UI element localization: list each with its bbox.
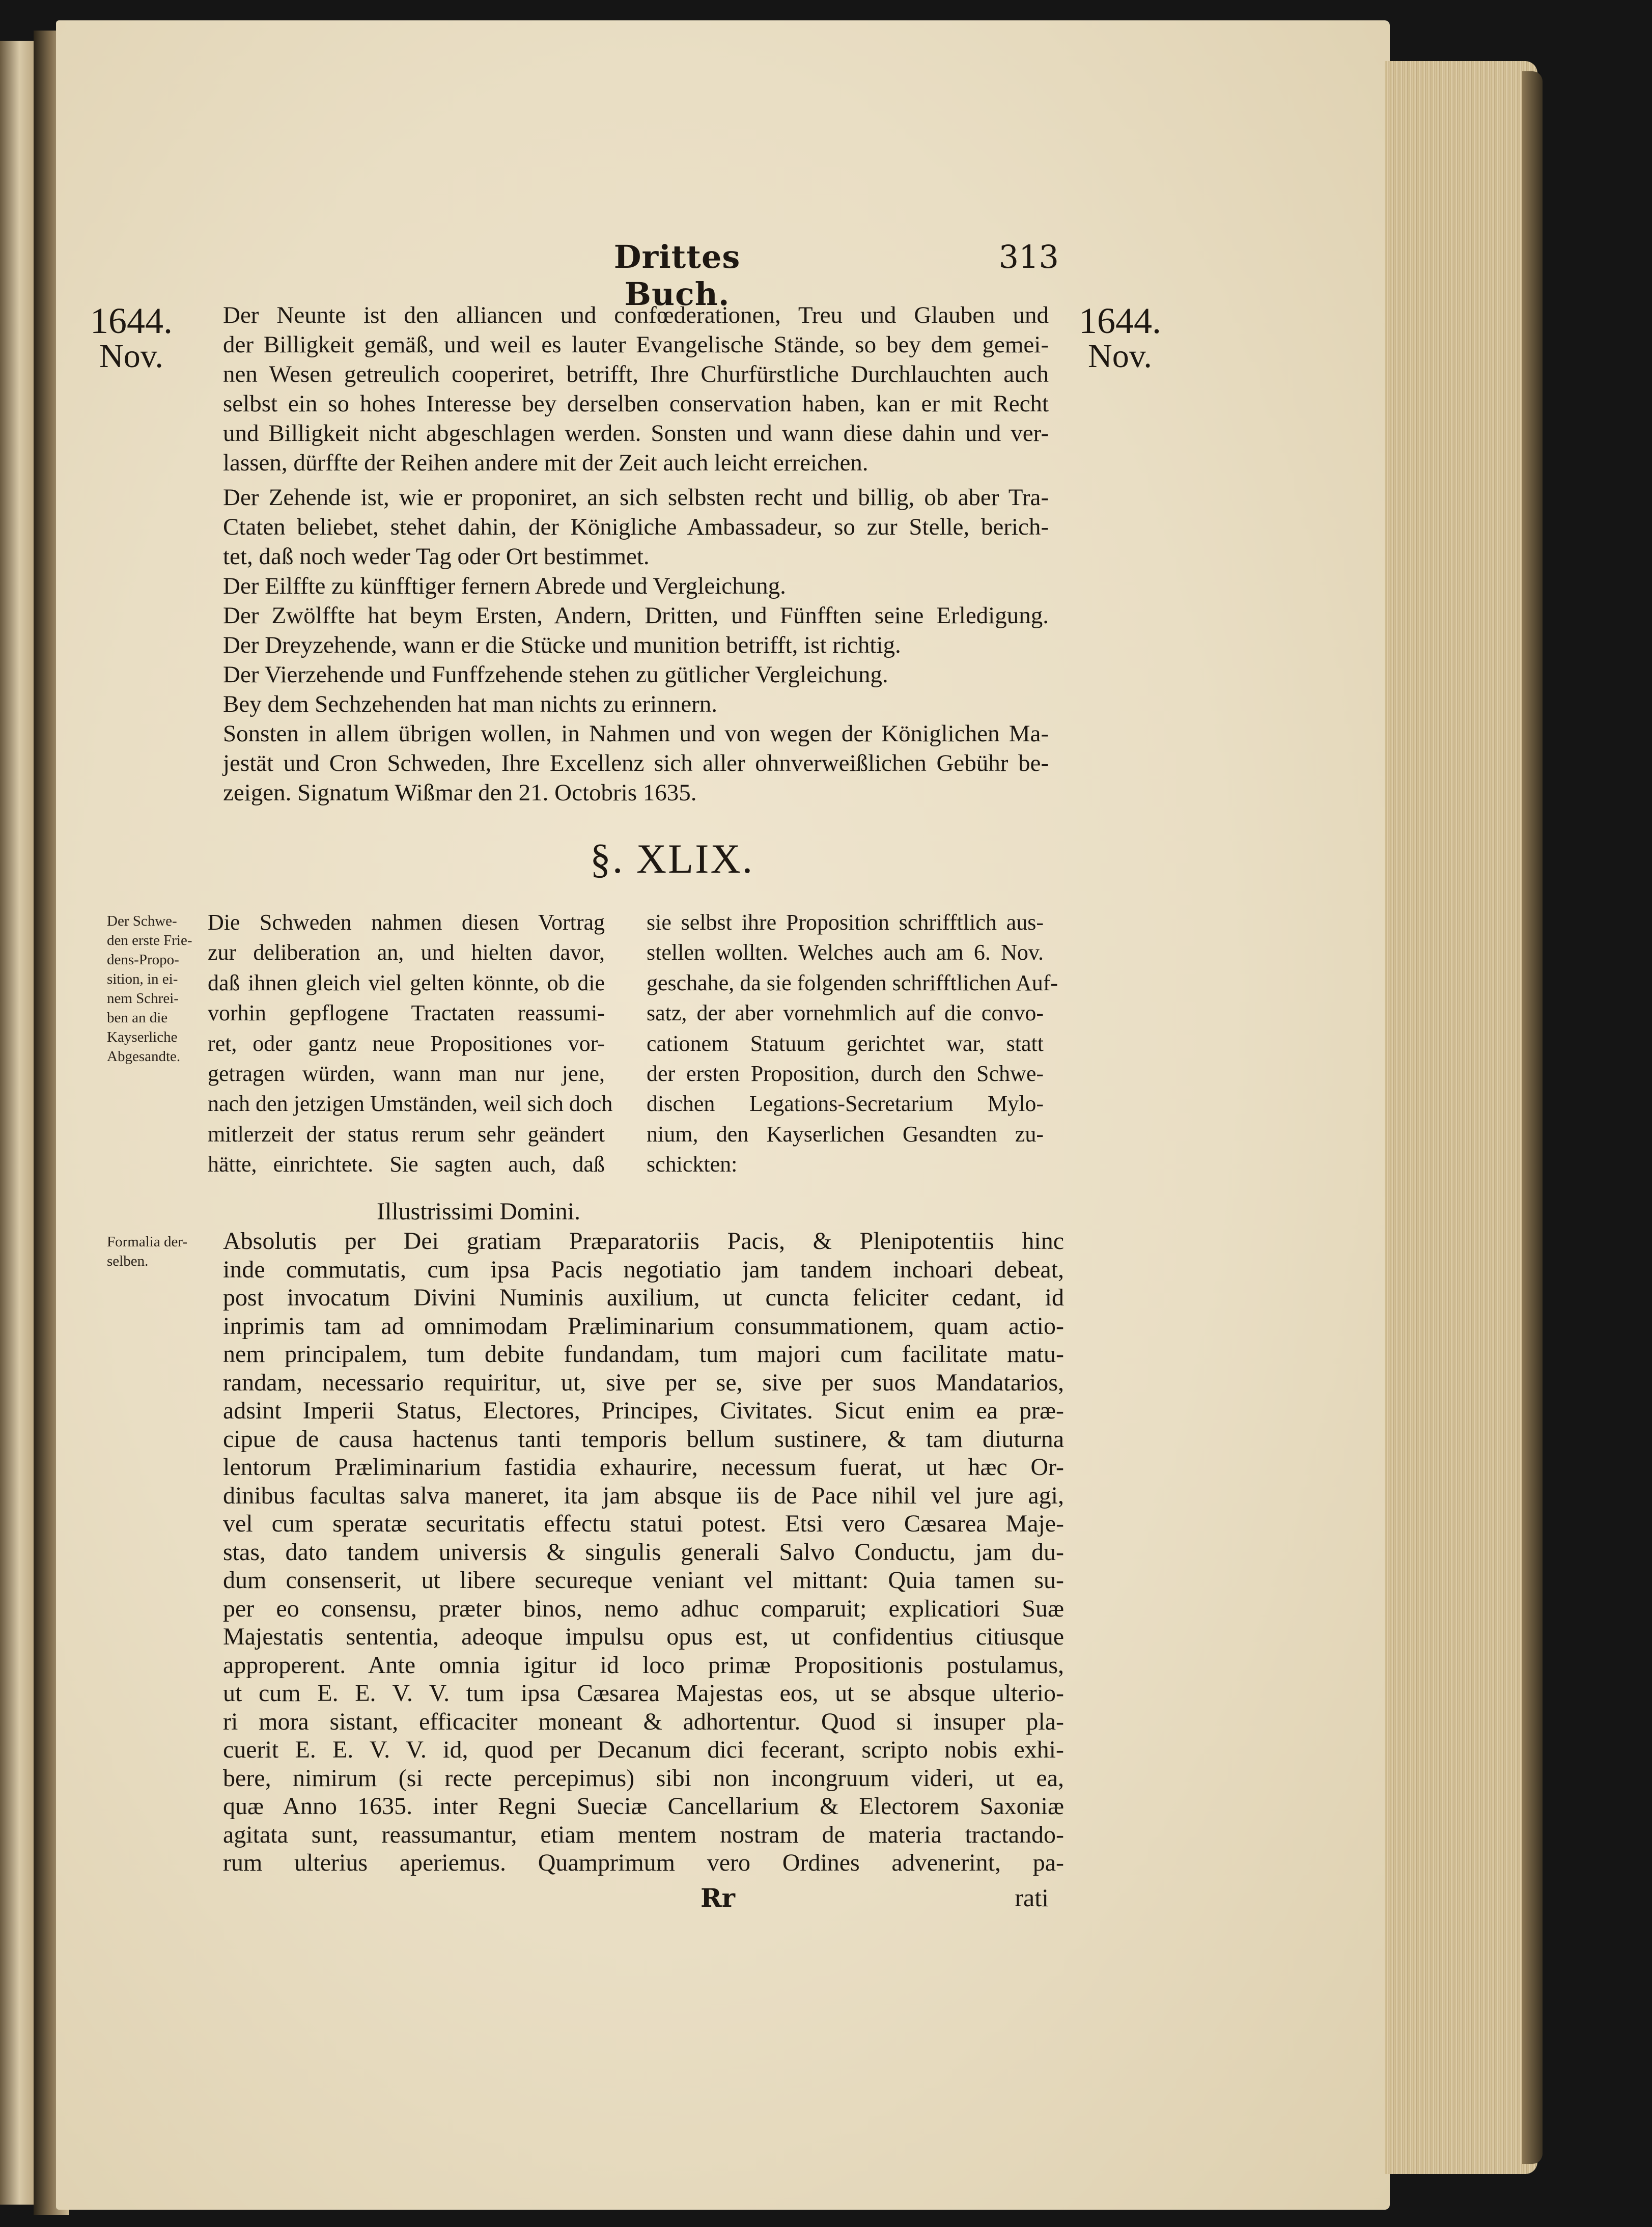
text-line: jestät und Cron Schweden, Ihre Excellenz sich aller ohnverweißlichen Gebühr be-	[223, 750, 1049, 776]
text-line: selbst ein so hohes Interesse bey derselben conservation haben, kan er mit Recht	[223, 391, 1049, 417]
sidenote-line: selben.	[107, 1253, 149, 1269]
text-line: Der Neunte ist den alliancen und confœderationen, Treu und Glauben und	[223, 302, 1049, 328]
text-line: quæ Anno 1635. inter Regni Sueciæ Cancellarium & Electorem Saxoniæ	[223, 1793, 1064, 1820]
german-text-block	[223, 300, 1049, 808]
margin-month: Nov.	[99, 338, 163, 375]
text-line: Sonsten in allem übrigen wollen, in Nahmen und von wegen der Königlichen Ma-	[223, 720, 1049, 747]
sidenote-line: dens-Propo-	[107, 952, 179, 968]
text-line: dum consenserit, ut libere secureque veniant vel mittant: Quia tamen su-	[223, 1567, 1064, 1594]
text-line: Der Zwölffte hat beym Ersten, Andern, Dritten, und Fünfften seine Erledigung.	[223, 602, 1049, 629]
facing-page-edge	[0, 41, 36, 2205]
page-block-shadow	[1522, 71, 1543, 2164]
text-line: daß ihnen gleich viel gelten könnte, ob die	[208, 970, 605, 995]
text-line: post invocatum Divini Numinis auxilium, ut cuncta feliciter cedant, id	[223, 1284, 1064, 1311]
sidenote-line: nem Schrei-	[107, 990, 179, 1007]
text-line: Der Eilffte zu künfftiger fernern Abrede und Vergleichung.	[223, 573, 786, 599]
text-column-right	[647, 907, 1058, 1180]
text-line: der Billigkeit gemäß, und weil es lauter Evangelische Stände, so bey dem gemei-	[223, 331, 1049, 358]
sidenote-formalia	[107, 1232, 219, 1271]
sidenote-line: den erste Frie-	[107, 932, 192, 949]
text-line: cipue de causa hactenus tanti temporis bellum sustinere, & tam diuturna	[223, 1425, 1064, 1453]
text-line: stellen wollten. Welches auch am 6. Nov.	[647, 940, 1044, 965]
catchword: rati	[1015, 1883, 1049, 1912]
text-line: Der Vierzehende und Funffzehende stehen zu gütlicher Vergleichung.	[223, 661, 888, 688]
sidenote-line: Abgesandte.	[107, 1048, 181, 1065]
text-line: vel cum speratæ securitatis effectu statui potest. Etsi vero Cæsarea Maje-	[223, 1510, 1064, 1537]
text-line: hätte, einrichtete. Sie sagten auch, daß	[208, 1152, 605, 1177]
margin-year: 1644.	[90, 300, 173, 341]
margin-date-left	[75, 301, 187, 373]
text-line: ri mora sistant, efficaciter moneant & adhortentur. Quod si insuper pla-	[223, 1708, 1064, 1735]
page-number: 313	[998, 238, 1059, 275]
text-line: Bey dem Sechzehenden hat man nichts zu erinnern.	[223, 691, 717, 717]
text-line: tet, daß noch weder Tag oder Ort bestimmet.	[223, 543, 650, 570]
text-column-left	[208, 907, 613, 1180]
text-line: und Billigkeit nicht abgeschlagen werden. Sonsten und wann diese dahin und ver-	[223, 420, 1049, 447]
text-line: inprimis tam ad omnimodam Præliminarium consummationem, quam actio-	[223, 1312, 1064, 1340]
sidenote-line: sition, in ei-	[107, 971, 178, 987]
text-line: Majestatis sententia, adeoque impulsu opus est, ut confidentius citiusque	[223, 1623, 1064, 1650]
text-line: zeigen. Signatum Wißmar den 21. Octobris 1635.	[223, 780, 697, 806]
text-line: cationem Statuum gerichtet war, statt	[647, 1031, 1044, 1056]
text-line: rum ulterius aperiemus. Quamprimum vero Ordines advenerint, pa-	[223, 1849, 1064, 1876]
sidenote-swedish-proposition	[107, 911, 219, 1066]
text-line: Der Dreyzehende, wann er die Stücke und munition betrifft, ist richtig.	[223, 632, 901, 658]
text-line: bere, nimirum (si recte percepimus) sibi non incongruum videri, ut ea,	[223, 1764, 1064, 1792]
text-line: agitata sunt, reassumantur, etiam mentem nostram de materia tractando-	[223, 1821, 1064, 1848]
page-block-edges	[1385, 61, 1537, 2174]
text-line: Der Zehende ist, wie er proponiret, an sich selbsten recht und billig, ob aber Tra-	[223, 484, 1049, 511]
text-line: Absolutis per Dei gratiam Præparatoriis Pacis, & Plenipotentiis hinc	[223, 1228, 1064, 1255]
text-line: randam, necessario requiritur, ut, sive per se, sive per suos Mandatarios,	[223, 1369, 1064, 1396]
text-line: Die Schweden nahmen diesen Vortrag	[208, 910, 605, 935]
text-line: Ctaten beliebet, stehet dahin, der Königliche Ambassadeur, so zur Stelle, berich-	[223, 514, 1049, 540]
text-line: der ersten Proposition, durch den Schwe-	[647, 1061, 1044, 1087]
text-line: dinibus facultas salva maneret, ita jam absque iis de Pace nihil vel jure agi,	[223, 1482, 1064, 1509]
signature-mark: Rr	[701, 1883, 735, 1913]
text-line: adsint Imperii Status, Electores, Principes, Civitates. Sicut enim ea præ-	[223, 1397, 1064, 1424]
text-line: ret, oder gantz neue Propositiones vor-	[208, 1031, 605, 1056]
text-line: sie selbst ihre Proposition schrifftlich aus-	[647, 910, 1044, 935]
text-line: per eo consensu, præter binos, nemo adhuc comparuit; explicatiori Suæ	[223, 1595, 1064, 1622]
text-line: nem principalem, tum debite fundandam, tum majori cum facilitate matu-	[223, 1341, 1064, 1368]
latin-text-block	[223, 1227, 1064, 1877]
text-line: vorhin gepflogene Tractaten reassumi-	[208, 1000, 605, 1026]
text-line: nium, den Kayserlichen Gesandten zu-	[647, 1121, 1044, 1147]
sidenote-line: ben an die	[107, 1010, 168, 1026]
text-line: getragen würden, wann man nur jene,	[208, 1061, 605, 1087]
text-line: stas, dato tandem universis & singulis generali Salvo Conductu, jam du-	[223, 1538, 1064, 1566]
sidenote-line: Kayserliche	[107, 1029, 178, 1045]
margin-year: 1644.	[1079, 300, 1161, 341]
margin-date-right	[1064, 301, 1176, 373]
text-line: approperent. Ante omnia igitur id loco primæ Propositionis postulamus,	[223, 1651, 1064, 1679]
text-line: dischen Legations-Secretarium Mylo-	[647, 1091, 1044, 1117]
text-line: geschahe, da sie folgenden schrifftlichen Auf-	[647, 970, 1058, 995]
text-line: nach den jetzigen Umständen, weil sich doch	[208, 1091, 613, 1117]
text-line: mitlerzeit der status rerum sehr geändert	[208, 1121, 605, 1147]
text-line: cuerit E. E. V. V. id, quod per Decanum dici fecerant, scripto nobis exhi-	[223, 1736, 1064, 1763]
text-line: lentorum Præliminarium fastidia exhaurire, necessum fuerat, ut hæc Or-	[223, 1454, 1064, 1481]
text-line: inde commutatis, cum ipsa Pacis negotiatio jam tandem inchoari debeat,	[223, 1256, 1064, 1283]
text-line: zur deliberation an, und hielten davor,	[208, 940, 605, 965]
text-line: ut cum E. E. V. V. tum ipsa Cæsarea Majestas eos, ut se absque ulterio-	[223, 1680, 1064, 1707]
text-line: satz, der aber vornehmlich auf die convo-	[647, 1000, 1044, 1026]
text-line: schickten:	[647, 1152, 738, 1177]
section-heading: §. XLIX.	[590, 836, 754, 882]
show-through	[1084, 662, 1212, 866]
latin-salutation: Illustrissimi Domini.	[377, 1198, 581, 1225]
running-head: Drittes Buch.	[613, 238, 741, 313]
text-line: nen Wesen getreulich cooperiret, betrifft, Ihre Churfürstliche Durchlauchten auch	[223, 361, 1049, 387]
sidenote-line: Der Schwe-	[107, 913, 177, 929]
sidenote-line: Formalia der-	[107, 1234, 188, 1250]
margin-month: Nov.	[1088, 338, 1152, 375]
text-line: lassen, dürffte der Reihen andere mit der Zeit auch leicht erreichen.	[223, 450, 869, 476]
